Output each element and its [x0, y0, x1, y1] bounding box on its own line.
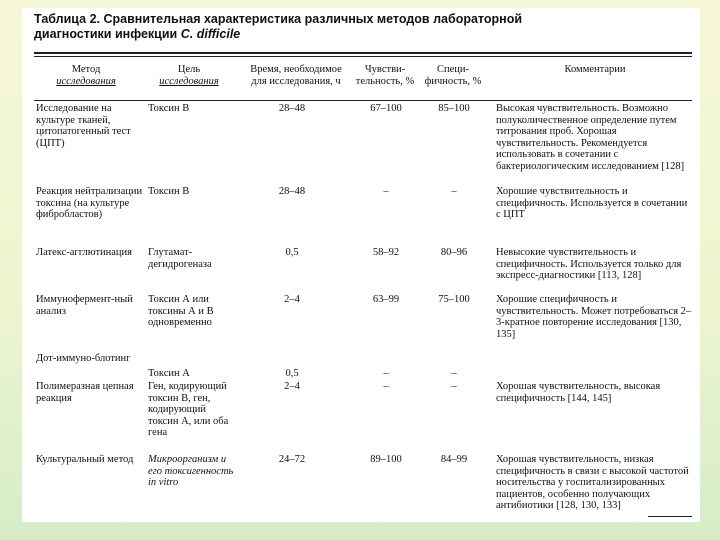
row4-specificity: 75–100 — [438, 294, 470, 305]
header-specificity: Специ-фичность, % — [424, 64, 482, 87]
row1-comment: Высокая чувствительность. Возможно полуколичественное определение путем титрования проб. Хорошая чувствительность. Рекомендуется использовать в сочетании с бактериологическим исследованием [128] — [496, 103, 685, 172]
row7-comment: Хорошая чувствительность, низкая специфичность в связи с высокой частотой носительства у госпитализированных пациентов, особенно получающих антибиотики [128, 130, 133] — [496, 454, 689, 511]
row6-specificity: – — [451, 381, 457, 392]
row4-target: Токсин А или токсины А и В одновременно — [148, 294, 214, 328]
row5-method: Дот-иммуно-блотинг — [36, 353, 131, 364]
row4-comment: Хорошие специфичность и чувствительность. Может потребоваться 2–3-кратное повторение исследования [130, 135] — [496, 294, 692, 340]
row5-target: Токсин А — [148, 368, 190, 379]
row4-sensitivity: 63–99 — [372, 294, 400, 305]
row5-sensitivity: – — [383, 368, 389, 379]
row7-time: 24–72 — [278, 454, 306, 465]
row2-comment: Хорошие чувствительность и специфичность. Используется в сочетании с ЦПТ — [496, 186, 688, 220]
table-caption — [34, 12, 594, 42]
row3-target: Глутамат-дегидрогеназа — [148, 247, 212, 270]
row7-sensitivity: 89–100 — [370, 454, 402, 465]
row3-time: 0,5 — [285, 247, 299, 258]
row5-specificity: – — [451, 368, 457, 379]
caption-organism: C. difficile — [180, 27, 241, 41]
row2-time: 28–48 — [278, 186, 306, 197]
document-page — [22, 8, 700, 522]
row6-sensitivity: – — [383, 381, 389, 392]
row1-target: Токсин В — [148, 103, 190, 114]
caption-prefix: Таблица 2. — [34, 12, 100, 26]
row6-comment: Хорошая чувствительность, высокая специфичность [144, 145] — [496, 381, 661, 404]
row1-method: Исследование на культуре тканей, цитопатогенный тест (ЦПТ) — [36, 103, 131, 149]
top-rule — [34, 52, 692, 54]
row2-specificity: – — [451, 186, 457, 197]
row4-method: Иммунофермент-ный анализ — [36, 294, 133, 317]
row1-specificity: 85–100 — [438, 103, 470, 114]
row4-time: 2–4 — [284, 294, 300, 305]
row1-sensitivity: 67–100 — [370, 103, 402, 114]
header-comments: Комментарии — [564, 64, 626, 75]
header-sensitivity: Чувстви-тельность, % — [355, 64, 415, 87]
header-time: Время, необходимое для исследования, ч — [250, 64, 342, 87]
row2-target: Токсин В — [148, 186, 190, 197]
header-method: Метод исследования — [56, 64, 116, 87]
row6-target: Ген, кодирующий токсин В, ген, кодирующий токсин А, или оба гена — [148, 381, 229, 438]
row3-specificity: 80–96 — [440, 247, 468, 258]
row6-method: Полимеразная цепная реакция — [36, 381, 134, 404]
row3-comment: Невысокие чувствительность и специфичность. Используется только для экспресс-диагностики [113, 128] — [496, 247, 682, 281]
caption-title: Сравнительная характеристика различных методов лабораторной диагностики инфекции — [34, 12, 523, 41]
row3-sensitivity: 58–92 — [372, 247, 400, 258]
row3-method: Латекс-агглютинация — [36, 247, 132, 258]
row2-sensitivity: – — [383, 186, 389, 197]
row1-time: 28–48 — [278, 103, 306, 114]
row2-method: Реакция нейтрализации токсина (на культуре фибробластов) — [36, 186, 143, 220]
row7-method: Культуральный метод — [36, 454, 134, 465]
row7-specificity: 84–99 — [440, 454, 468, 465]
end-rule — [648, 516, 692, 517]
header-rule — [34, 100, 692, 101]
row5-time: 0,5 — [285, 368, 299, 379]
header-goal: Цель исследования — [159, 64, 219, 87]
top-rule-thin — [34, 56, 692, 57]
row6-time: 2–4 — [284, 381, 300, 392]
row7-target: Микроорганизм и его токсигенность in vitro — [148, 454, 234, 488]
